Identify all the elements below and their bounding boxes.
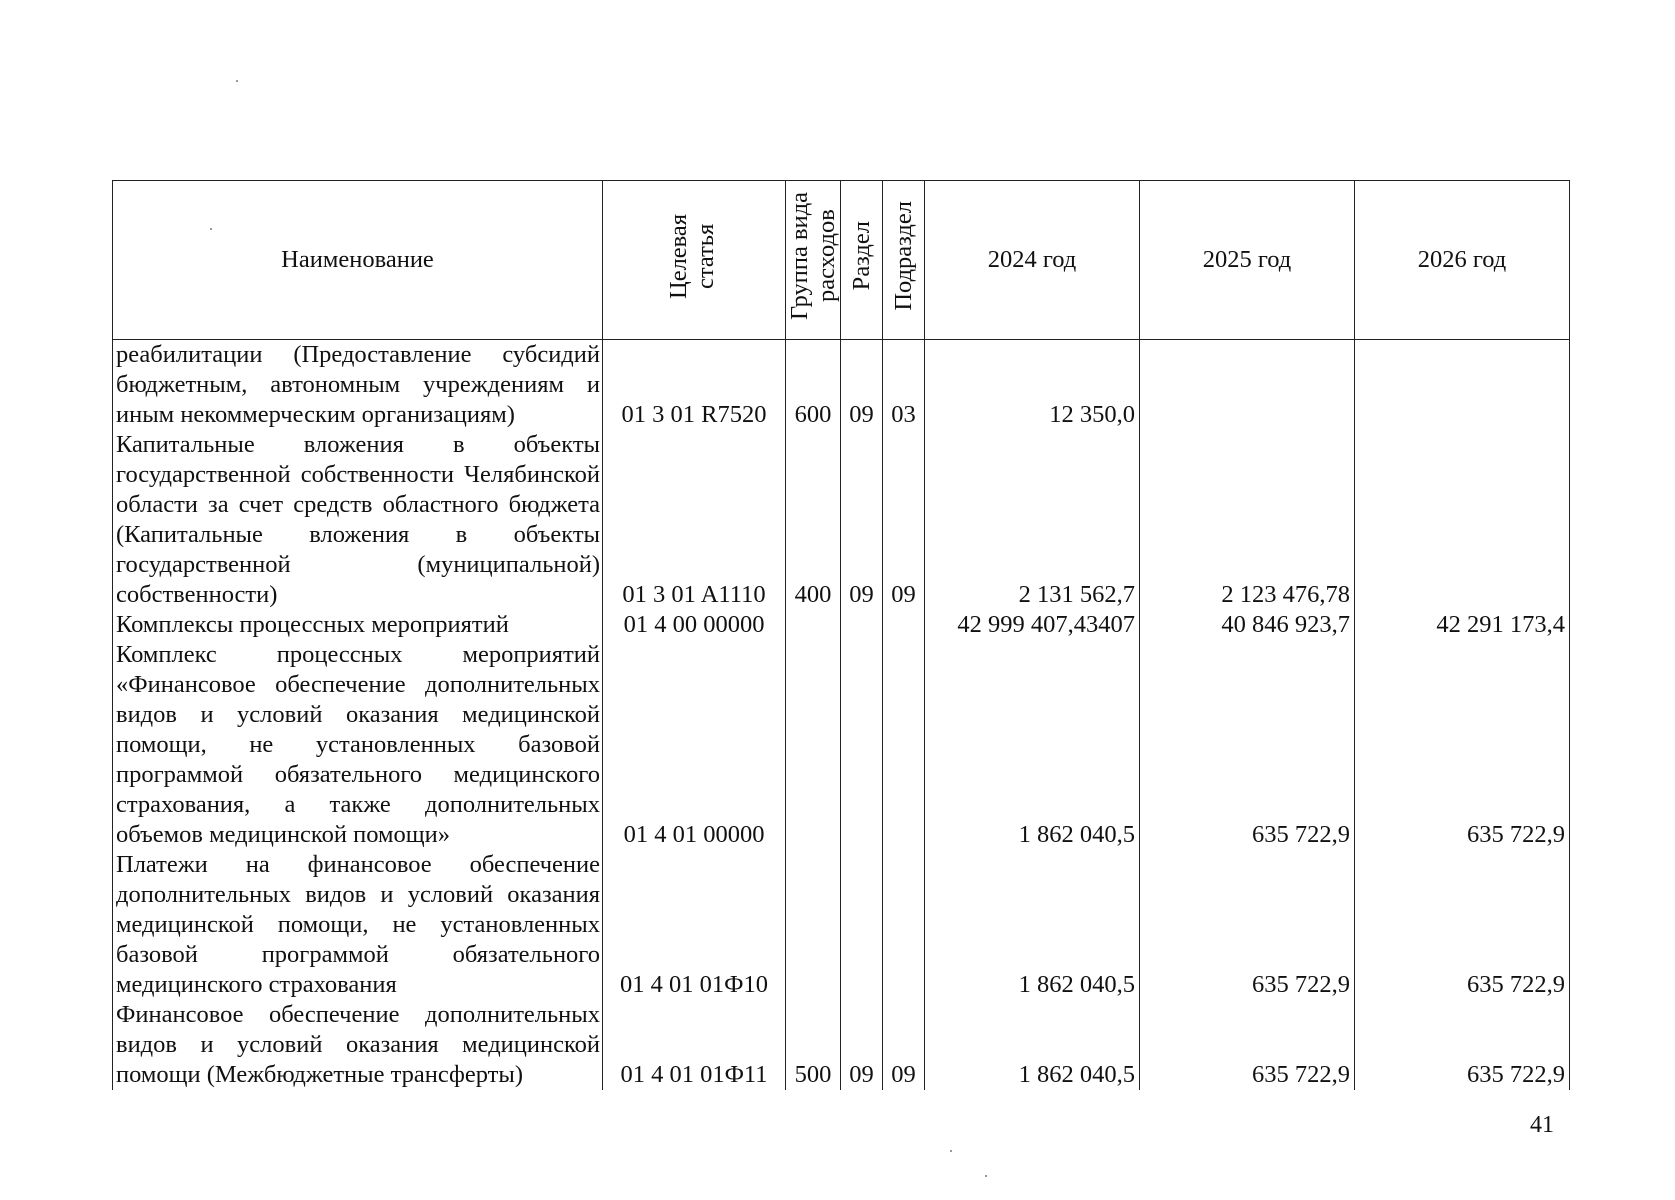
row-subsection: [883, 640, 925, 850]
row-value-2024: 1 862 040,5: [925, 1000, 1140, 1090]
row-target-article: 01 4 01 01Ф10: [603, 850, 786, 1000]
table-body: [113, 340, 1570, 1091]
table-row: [113, 430, 1570, 610]
row-section: 09: [841, 430, 883, 610]
table-header: [113, 181, 1570, 340]
header-year-2024: 2024 год: [925, 181, 1140, 340]
row-value-2026: 635 722,9: [1355, 640, 1570, 850]
table-row: [113, 1000, 1570, 1090]
row-subsection: [883, 850, 925, 1000]
header-year-2025: 2025 год: [1140, 181, 1355, 340]
row-value-2025: 635 722,9: [1140, 850, 1355, 1000]
scan-speck: [210, 228, 212, 230]
row-value-2026: [1355, 340, 1570, 431]
row-target-article: 01 4 00 00000: [603, 610, 786, 640]
row-subsection: [883, 610, 925, 640]
row-value-2025: 2 123 476,78: [1140, 430, 1355, 610]
header-subsection: Подраздел: [883, 181, 925, 340]
row-section: [841, 850, 883, 1000]
header-name: Наименование: [113, 181, 603, 340]
row-expense-group: 500: [786, 1000, 841, 1090]
row-value-2026: 635 722,9: [1355, 850, 1570, 1000]
row-name: Платежи на финансовое обеспечение дополнительных видов и условий оказания медицинской помощи, не установленных базовой программой обязательного медицинского страхования: [113, 850, 603, 1000]
page-number: 41: [1530, 1112, 1554, 1138]
row-value-2024: 1 862 040,5: [925, 850, 1140, 1000]
row-subsection: 03: [883, 340, 925, 431]
header-section: Раздел: [841, 181, 883, 340]
table-row: [113, 640, 1570, 850]
budget-table: [112, 180, 1570, 1090]
row-name: Комплекс процессных мероприятий «Финансовое обеспечение дополнительных видов и условий оказания медицинской помощи, не установленных базовой программой обязательного медицинского страхования, а также дополнительных объемов медицинской помощи»: [113, 640, 603, 850]
scan-speck: [236, 80, 238, 82]
row-target-article: 01 4 01 00000: [603, 640, 786, 850]
row-expense-group: [786, 610, 841, 640]
row-target-article: 01 3 01 R7520: [603, 340, 786, 431]
row-expense-group: [786, 640, 841, 850]
header-target-article: Целевая статья: [603, 181, 786, 340]
row-expense-group: 400: [786, 430, 841, 610]
row-value-2025: 635 722,9: [1140, 640, 1355, 850]
row-section: [841, 610, 883, 640]
row-value-2025: 40 846 923,7: [1140, 610, 1355, 640]
row-name: Комплексы процессных мероприятий: [113, 610, 603, 640]
row-value-2024: 2 131 562,7: [925, 430, 1140, 610]
row-value-2024: 12 350,0: [925, 340, 1140, 431]
row-subsection: 09: [883, 430, 925, 610]
row-value-2026: 635 722,9: [1355, 1000, 1570, 1090]
table-row: [113, 610, 1570, 640]
header-year-2026: 2026 год: [1355, 181, 1570, 340]
row-section: [841, 640, 883, 850]
row-value-2026: 42 291 173,4: [1355, 610, 1570, 640]
row-section: 09: [841, 340, 883, 431]
scan-speck: [985, 1175, 987, 1177]
row-name: Капитальные вложения в объекты государственной собственности Челябинской области за счет средств областного бюджета (Капитальные вложения в объекты государственной (муниципальной) собственности): [113, 430, 603, 610]
table-row: [113, 850, 1570, 1000]
row-target-article: 01 4 01 01Ф11: [603, 1000, 786, 1090]
row-value-2025: [1140, 340, 1355, 431]
row-section: 09: [841, 1000, 883, 1090]
row-name: реабилитации (Предоставление субсидий бюджетным, автономным учреждениям и иным некоммерческим организациям): [113, 340, 603, 431]
row-expense-group: [786, 850, 841, 1000]
row-expense-group: 600: [786, 340, 841, 431]
row-value-2026: [1355, 430, 1570, 610]
row-value-2024: 42 999 407,43407: [925, 610, 1140, 640]
row-target-article: 01 3 01 A1110: [603, 430, 786, 610]
row-value-2024: 1 862 040,5: [925, 640, 1140, 850]
header-expense-group: Группа вида расходов: [786, 181, 841, 340]
scan-speck: [950, 1150, 952, 1152]
row-value-2025: 635 722,9: [1140, 1000, 1355, 1090]
row-subsection: 09: [883, 1000, 925, 1090]
table-row: [113, 340, 1570, 431]
row-name: Финансовое обеспечение дополнительных видов и условий оказания медицинской помощи (Межбюджетные трансферты): [113, 1000, 603, 1090]
